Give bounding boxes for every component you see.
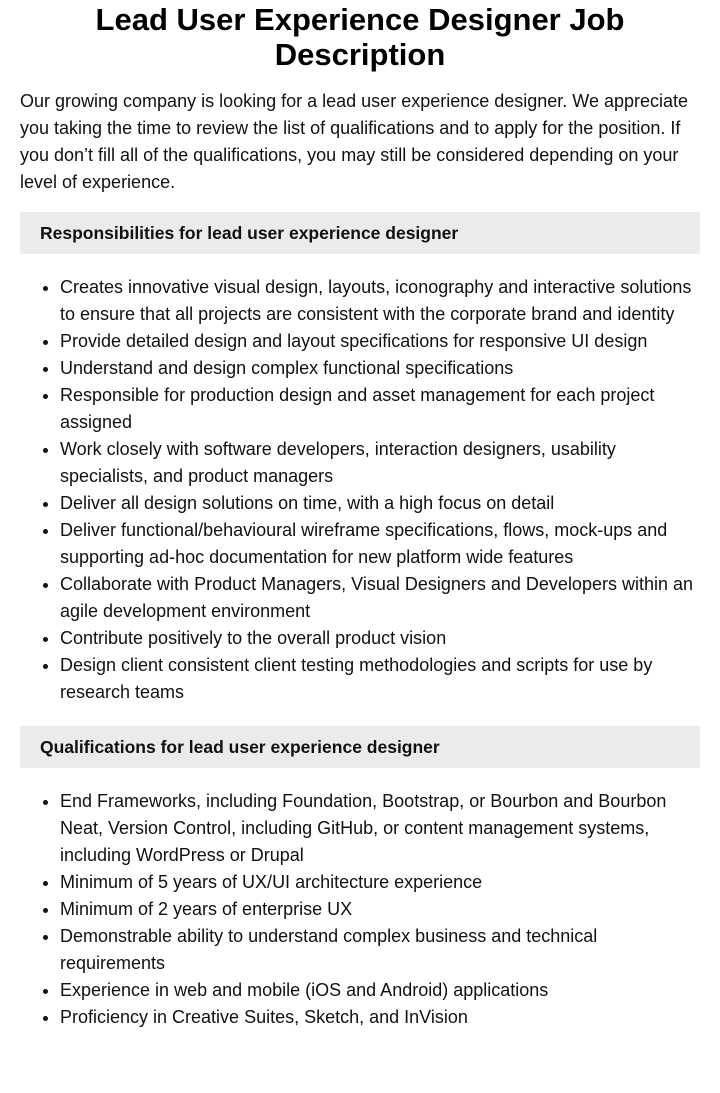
list-item: • Understand and design complex functional specifications <box>60 355 700 382</box>
list-item: • Provide detailed design and layout specifications for responsive UI design <box>60 328 700 355</box>
list-item: • Responsible for production design and asset management for each project assigned <box>60 382 700 436</box>
list-item: • Minimum of 5 years of UX/UI architecture experience <box>60 869 700 896</box>
list-item: • Design client consistent client testing methodologies and scripts for use by research teams <box>60 652 700 706</box>
list-item: • End Frameworks, including Foundation, Bootstrap, or Bourbon and Bourbon Neat, Version Control, including GitHub, or content management systems, including WordPress or Drupal <box>60 788 700 869</box>
responsibilities-list <box>20 274 700 706</box>
responsibilities-heading: Responsibilities for lead user experience designer <box>20 212 700 254</box>
page-title: Lead User Experience Designer Job Description <box>95 2 625 72</box>
list-item: • Collaborate with Product Managers, Visual Designers and Developers within an agile development environment <box>60 571 700 625</box>
list-item: • Experience in web and mobile (iOS and Android) applications <box>60 977 700 1004</box>
list-item: • Deliver functional/behavioural wireframe specifications, flows, mock-ups and supporting ad-hoc documentation for new platform wide features <box>60 517 700 571</box>
qualifications-list <box>20 788 700 1031</box>
qualifications-heading: Qualifications for lead user experience designer <box>20 726 700 768</box>
list-item: • Creates innovative visual design, layouts, iconography and interactive solutions to ensure that all projects are consistent with the corporate brand and identity <box>60 274 700 328</box>
list-item: • Deliver all design solutions on time, with a high focus on detail <box>60 490 700 517</box>
job-description <box>0 2 720 1031</box>
list-item: • Contribute positively to the overall product vision <box>60 625 700 652</box>
list-item: • Proficiency in Creative Suites, Sketch, and InVision <box>60 1004 700 1031</box>
list-item: • Work closely with software developers, interaction designers, usability specialists, and product managers <box>60 436 700 490</box>
intro-paragraph: Our growing company is looking for a lead user experience designer. We appreciate you taking the time to review the list of qualifications and to apply for the position. If you don’t fill all of the qualifications, you may still be considered depending on your level of experience. <box>20 91 689 192</box>
list-item: • Demonstrable ability to understand complex business and technical requirements <box>60 923 700 977</box>
list-item: • Minimum of 2 years of enterprise UX <box>60 896 700 923</box>
